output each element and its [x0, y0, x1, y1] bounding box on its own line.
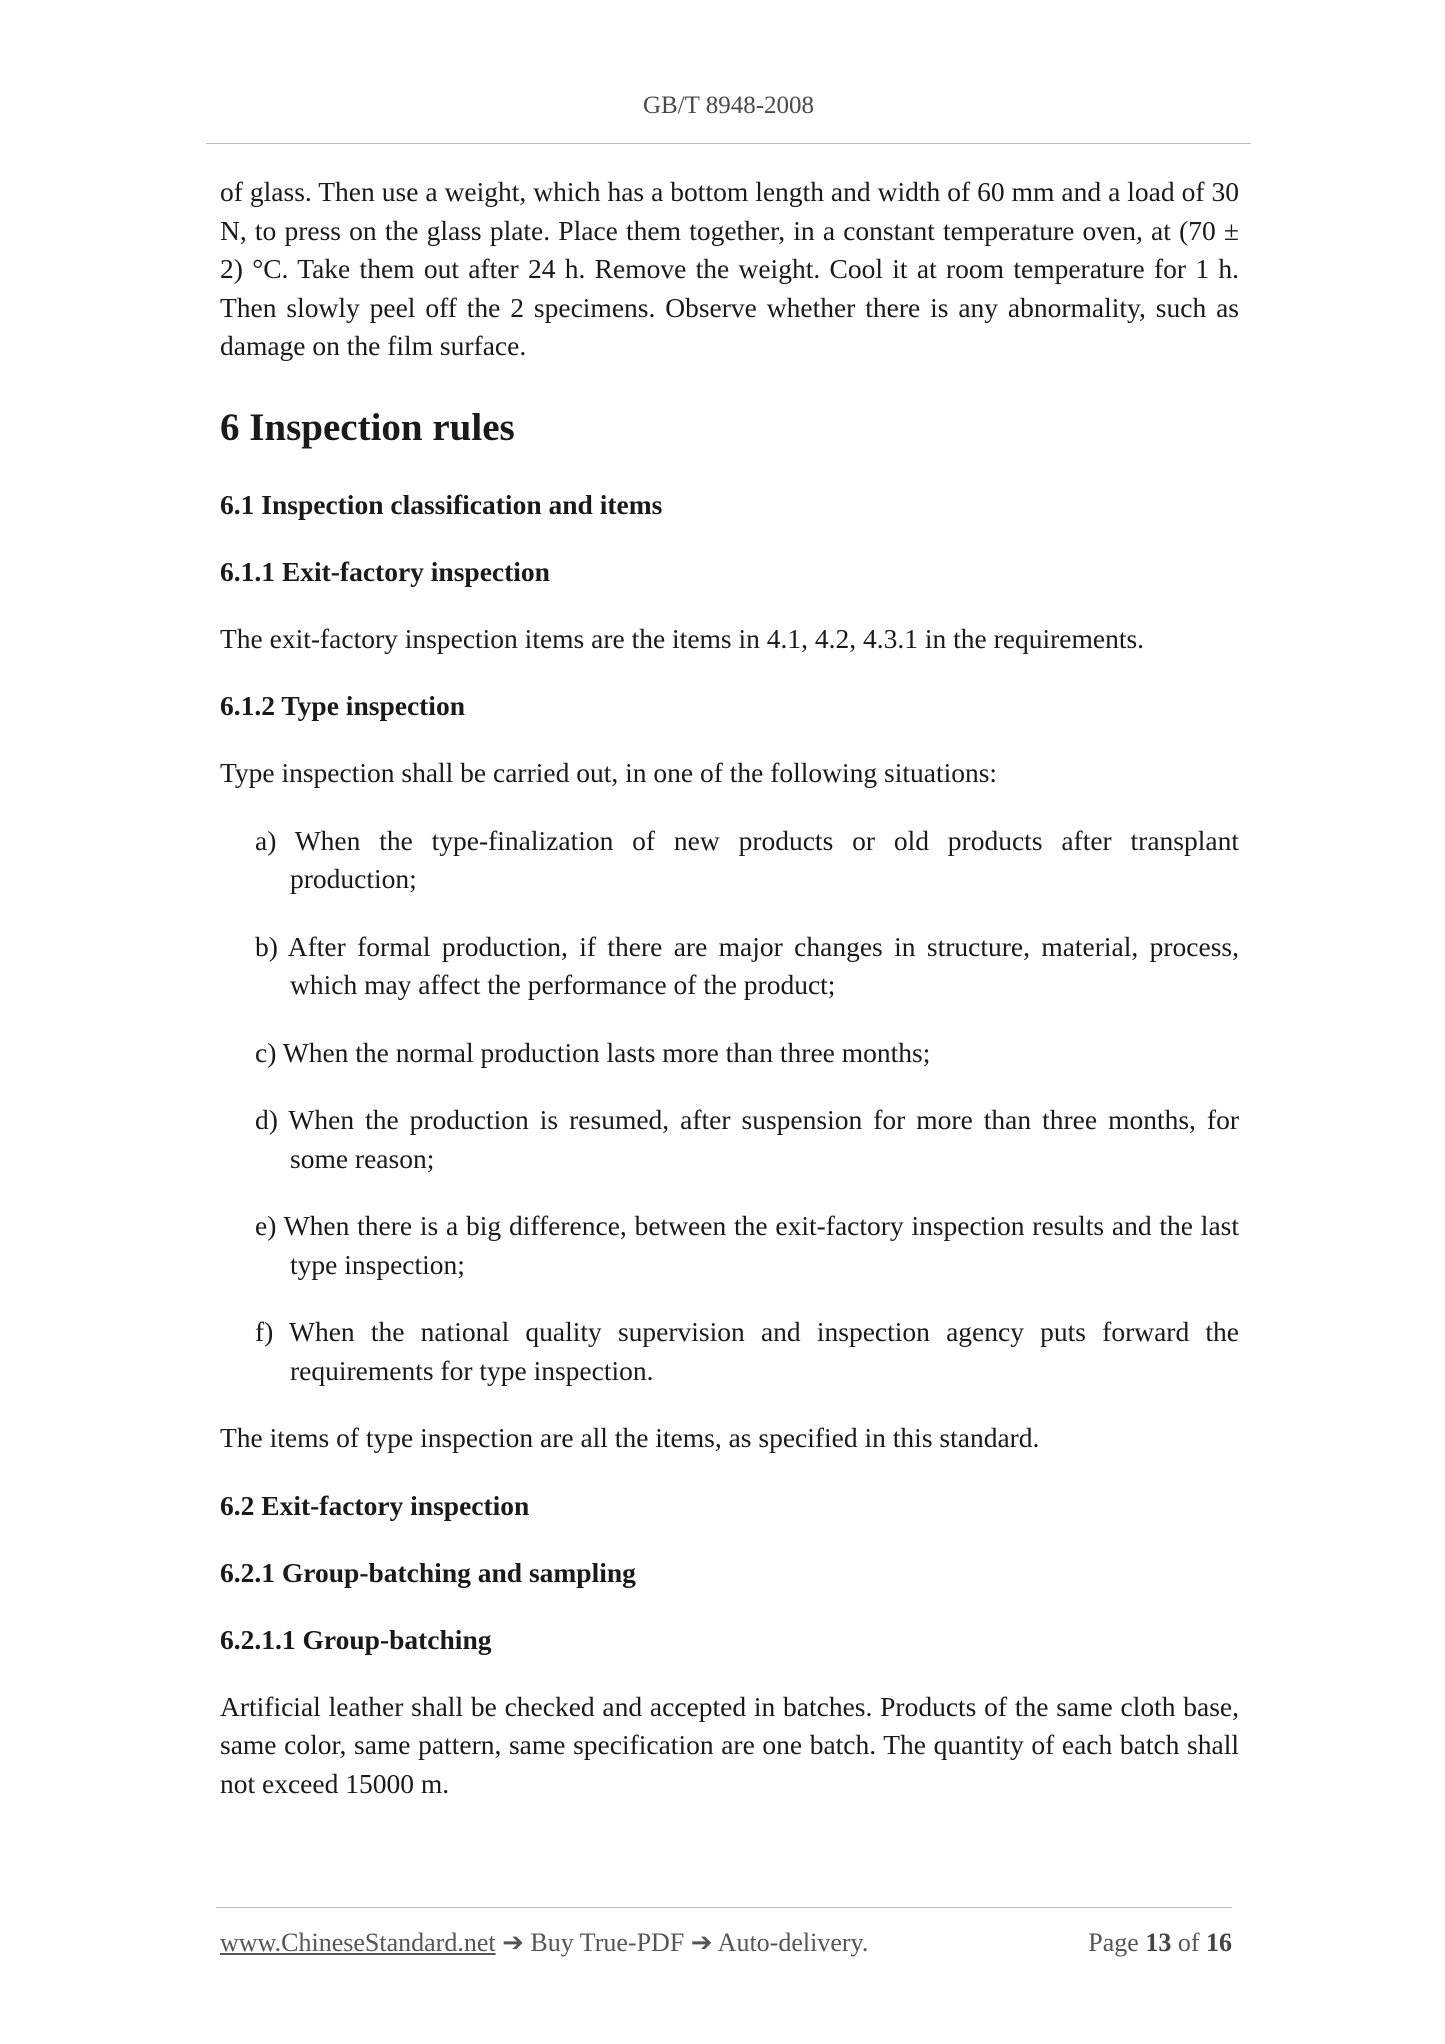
list-item: f) When the national quality supervision and inspection agency puts forward the requirements for type inspection. [255, 1316, 1239, 1386]
list-item: b) After formal production, if there are major changes in structure, material, process, which may affect the performance of the product; [255, 930, 1239, 1000]
page-total: 16 [1206, 1928, 1232, 1957]
list-item: a) When the type-finalization of new products or old products after transplant production; [255, 824, 1239, 894]
section-6-2-1-1-heading: 6.2.1.1 Group-batching [220, 1623, 492, 1655]
of-label: of [1177, 1928, 1200, 1957]
type-inspection-items-paragraph: The items of type inspection are all the items, as specified in this standard. [220, 1422, 1040, 1453]
arrow-right-icon: ➔ [690, 1928, 713, 1957]
page-indicator [1088, 1928, 1232, 1958]
section-6-1-heading: 6.1 Inspection classification and items [220, 488, 663, 520]
site-link[interactable]: www.ChineseStandard.net [220, 1928, 496, 1957]
section-6-1-1-heading: 6.1.1 Exit-factory inspection [220, 555, 550, 587]
group-batching-paragraph: Artificial leather shall be checked and accepted in batches. Products of the same cloth base, same color, same pattern, same specification are one batch. The quantity of each batch shall not exceed 15000 m. [220, 1690, 1239, 1799]
document-header: GB/T 8948-2008 [642, 92, 815, 119]
page-label: Page [1088, 1928, 1139, 1957]
buy-pdf-text: Buy True-PDF [530, 1928, 685, 1957]
section-6-2-1-heading: 6.2.1 Group-batching and sampling [220, 1556, 636, 1588]
page-number: 13 [1145, 1928, 1172, 1957]
list-item: e) When there is a big difference, between the exit-factory inspection results and the last type inspection; [255, 1210, 1239, 1280]
situation-list [220, 822, 1239, 1391]
document-body [220, 173, 1239, 1803]
footer-divider [216, 1907, 1232, 1908]
list-item: c) When the normal production lasts more than three months; [255, 1036, 931, 1068]
section-6-2-heading: 6.2 Exit-factory inspection [220, 1489, 530, 1521]
list-item: d) When the production is resumed, after suspension for more than three months, for some reason; [255, 1104, 1239, 1174]
footer-promo [220, 1928, 868, 1958]
section-6-heading: 6 Inspection rules [220, 405, 515, 449]
section-6-1-2-paragraph: Type inspection shall be carried out, in one of the following situations: [220, 757, 998, 788]
intro-paragraph: of glass. Then use a weight, which has a bottom length and width of 60 mm and a load of 30 N, to press on the glass plate. Place them together, in a constant temperature oven, at (70 ± 2) °C. Take them out after 24 h. Remove the weight. Cool it at room temperature for 1 h. Then slowly peel off the 2 specimens. Observe whether there is any abnormality, such as damage on the film surface. [220, 176, 1239, 361]
auto-delivery-text: Auto-delivery. [717, 1928, 869, 1957]
header-divider [206, 143, 1251, 144]
section-6-1-2-heading: 6.1.2 Type inspection [220, 690, 465, 721]
arrow-right-icon: ➔ [502, 1928, 524, 1957]
section-6-1-1-paragraph: The exit-factory inspection items are the items in 4.1, 4.2, 4.3.1 in the requirements. [220, 622, 1145, 654]
